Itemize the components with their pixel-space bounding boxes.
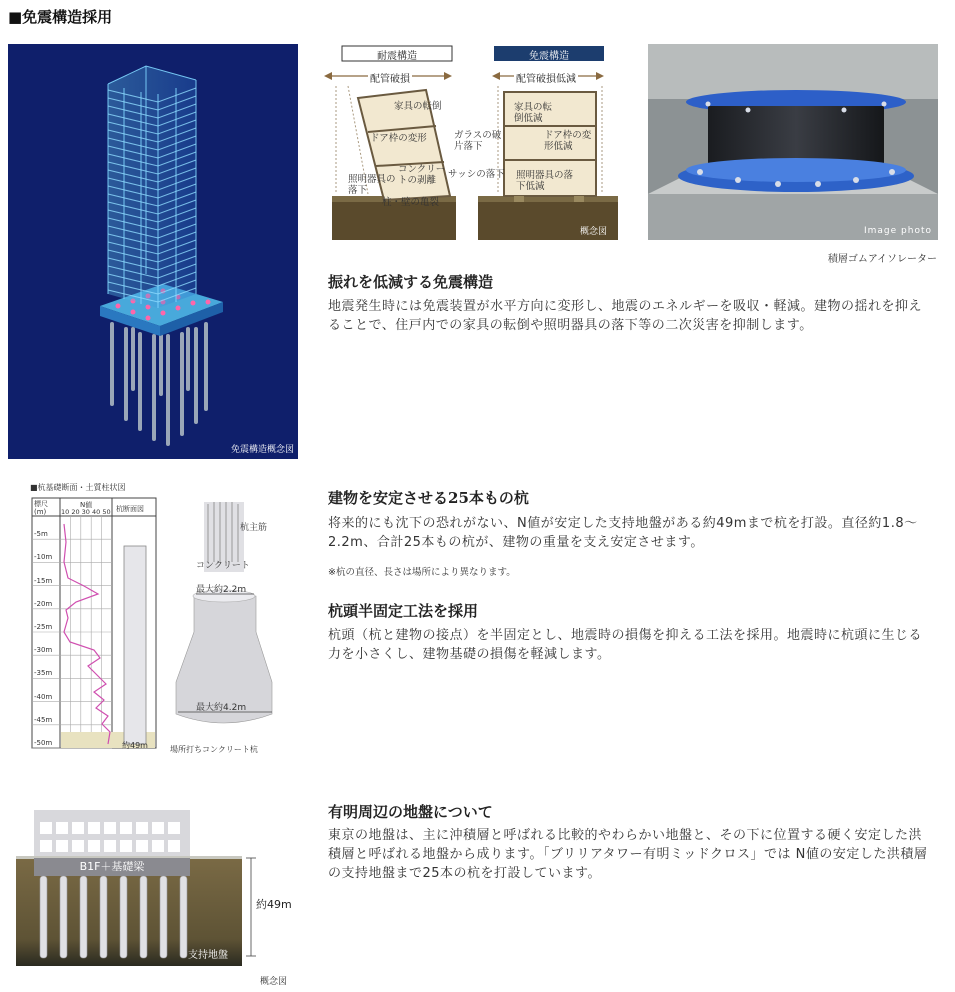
damage-label-wall: 柱・壁の亀裂 (382, 197, 440, 208)
top-diameter-label: 最大約2.2m (196, 585, 247, 595)
reduced-label-lighting: 照明器具の落下低減 (516, 170, 574, 192)
section4-heading: 有明周辺の地盤について (328, 803, 493, 821)
damage-label-glass: ガラスの破片落下 (454, 130, 502, 152)
n-value-header: N値 (80, 501, 93, 509)
depth-label: -30m (34, 646, 53, 655)
isolation-header: 免震構造 (529, 51, 569, 62)
section1-body: 地震発生時には免震装置が水平方向に変形し、地震のエネルギーを吸収・軽減。建物の揺れを抑えることで、住戸内での家具の転倒や照明器具の落下等の二次災害を抑制します。 (328, 299, 923, 333)
page-title: ■免震構造採用 (8, 8, 113, 26)
damage-label-sash: サッシの落下 (448, 169, 505, 180)
damage-label-lighting: 照明器具の落下 (348, 174, 396, 196)
section2-note: ※杭の直径、長さは場所により異なります。 (328, 567, 516, 578)
depth-label: -5m (34, 530, 48, 539)
section2-heading: 建物を安定させる25本もの杭 (328, 489, 529, 507)
depth-49m-label: 約49m (256, 898, 292, 911)
depth-label: -20m (34, 599, 53, 608)
structure-comparison-figure (318, 44, 630, 242)
depth-label: -25m (34, 623, 53, 631)
section3-heading: 杭頭半固定工法を採用 (328, 602, 479, 620)
depth-label: -35m (34, 669, 53, 678)
ground-section-illustration (14, 808, 298, 968)
main-bar-label: 杭主筋 (240, 523, 268, 533)
ground-concept-figure (14, 808, 298, 992)
isolation-concept-figure (8, 44, 298, 459)
depth-label: -50m (34, 739, 53, 747)
isolator-photo-caption: 積層ゴムアイソレーター (827, 254, 937, 265)
pile-depth-label: 約49m (122, 741, 148, 750)
rubber-isolator-image (648, 44, 938, 240)
depth-label: -10m (34, 553, 53, 562)
cast-in-place-pile-label: 場所打ちコンクリート杭 (170, 745, 258, 754)
section2-body: 将来的にも沈下の恐れがない、N値が安定した支持地盤がある約49mまで杭を打設。直径約1.8～2.2m、合計25本もの杭が、建物の重量を支え安定させます。 (328, 516, 918, 550)
damage-label-furniture: 家具の転倒 (394, 101, 442, 112)
damage-label-door: ドア枠の変形 (370, 133, 427, 144)
isolator-photo (648, 44, 938, 240)
isolation-concept-caption: 免震構造概念図 (230, 445, 294, 455)
depth-label: -40m (34, 692, 53, 701)
ground-concept-caption: 概念図 (260, 977, 288, 987)
damage-label-concrete: コンクリートの剥離 (398, 164, 446, 186)
basement-label: B1F＋基礎梁 (79, 860, 145, 873)
bottom-diameter-label: 最大約4.2m (196, 703, 247, 713)
n-value-ticks: 10 20 30 40 50 (61, 508, 111, 516)
reduced-label-furniture: 家具の転倒低減 (514, 102, 553, 124)
pile-section-header: 杭断面図 (116, 505, 144, 513)
reduced-label-door: ドア枠の変形低減 (544, 130, 592, 152)
resistant-arrow-label: 配管破損 (368, 70, 412, 85)
depth-label: -15m (34, 576, 53, 585)
comparison-caption: 概念図 (580, 227, 608, 237)
depth-label: -45m (34, 715, 53, 724)
section3-body: 杭頭（杭と建物の接点）を半固定とし、地震時の損傷を抑える工法を採用。地震時に杭頭に生じる力を小さくし、建物基礎の損傷を軽減します。 (328, 628, 923, 662)
bearing-ground-label: 支持地盤 (188, 950, 228, 961)
section1-heading: 振れを低減する免震構造 (328, 273, 494, 291)
building-frame-illustration (8, 44, 298, 459)
pile-figure-title: ■杭基礎断面・土質柱状図 (30, 483, 126, 492)
image-photo-overlay: Image photo (863, 226, 932, 236)
section4-body: 東京の地盤は、主に沖積層と呼ばれる比較的やわらかい地盤と、その下に位置する硬く安定した洪積層と呼ばれる地盤から成ります。「ブリリアタワー有明ミッドクロス」では N値の安定した洪積層の支持地盤まで25本の杭を打設しています。 (328, 828, 928, 881)
resistant-header: 耐震構造 (377, 51, 417, 62)
depth-column-header: 標尺(m) (34, 500, 48, 516)
concrete-label: コンクリート (196, 561, 250, 571)
pile-section-figure (28, 482, 286, 757)
isolation-arrow-label: 配管破損低減 (514, 70, 578, 85)
